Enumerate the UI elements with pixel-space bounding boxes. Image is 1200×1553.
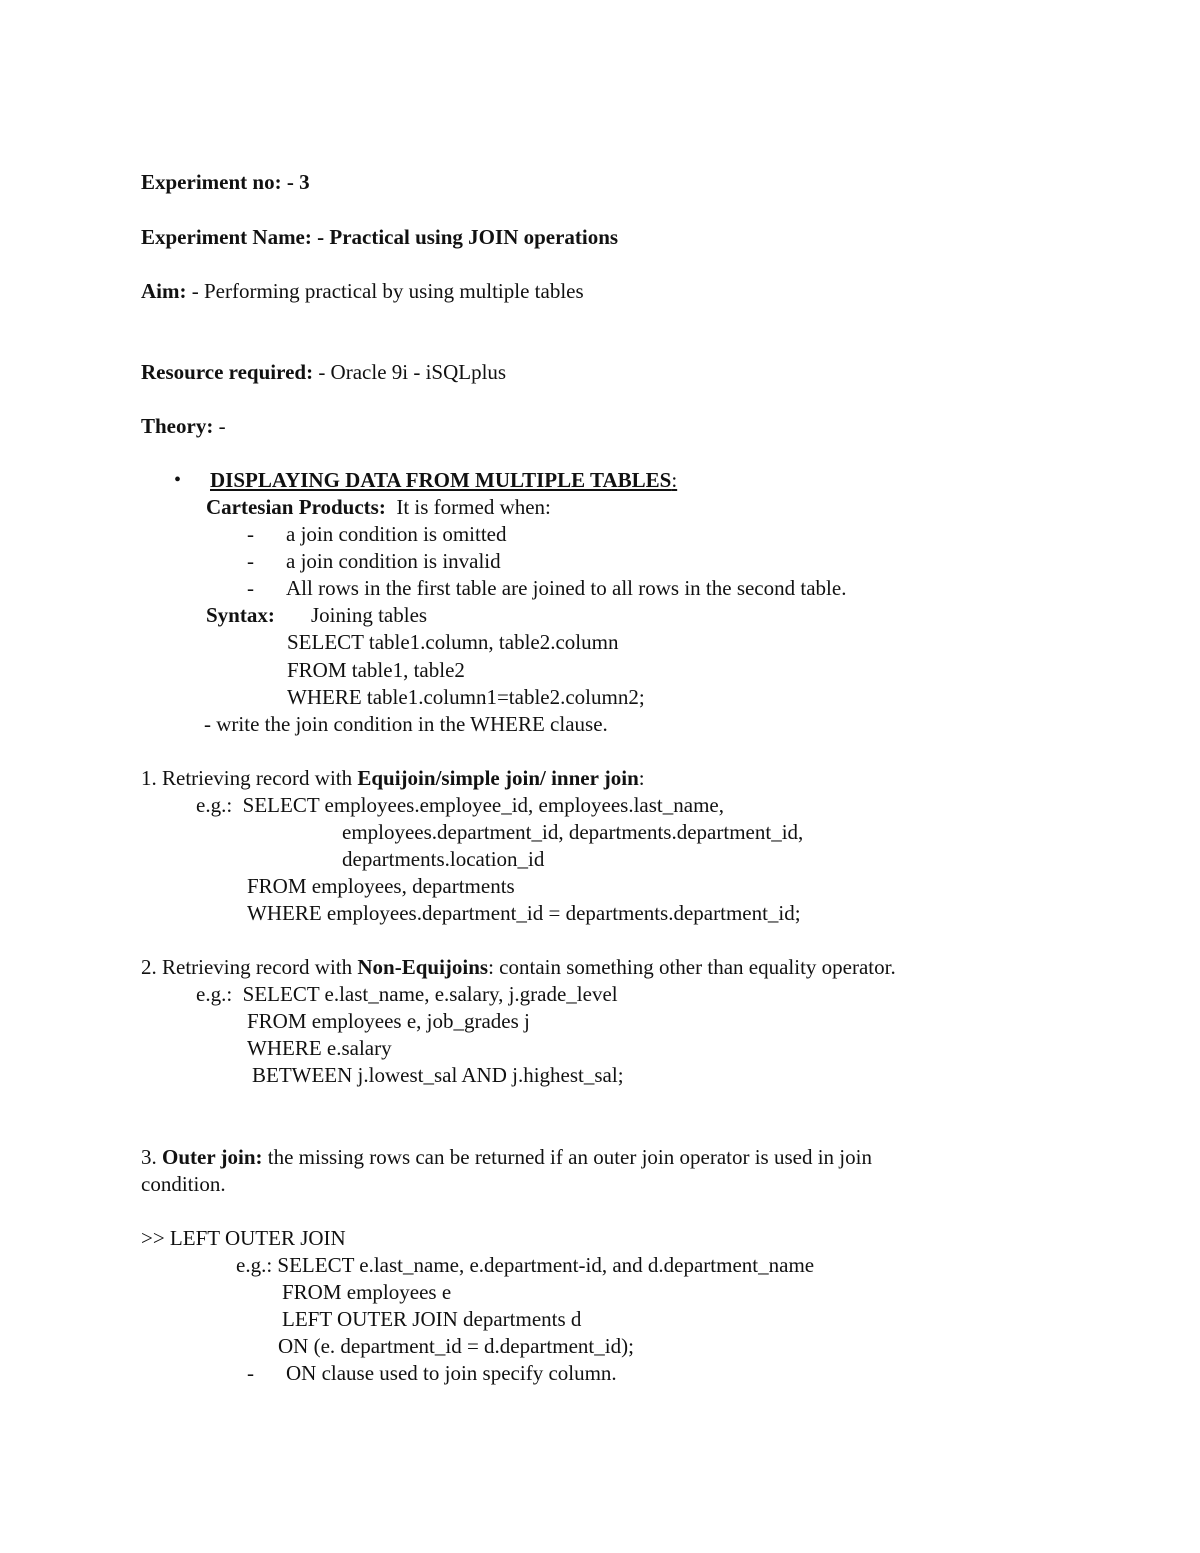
section-heading-colon: : — [671, 468, 678, 492]
equijoin-from: FROM employees, departments — [247, 874, 515, 898]
syntax — [206, 602, 275, 629]
nonequijoin-bold: Non-Equijoins — [357, 955, 489, 979]
list-dash: - — [247, 549, 254, 573]
outerjoin-select: e.g.: SELECT e.last_name, e.department-id, and d.department_name — [236, 1253, 815, 1277]
aim-label: Aim: — [141, 279, 187, 303]
nonequijoin-between: BETWEEN j.lowest_sal AND j.highest_sal; — [252, 1063, 624, 1087]
outerjoin-join: LEFT OUTER JOIN departments d — [282, 1307, 582, 1331]
syntax-code-line: FROM table1, table2 — [287, 658, 465, 682]
equijoin-prefix: 1. Retrieving record with — [141, 766, 358, 790]
outerjoin-prefix: 3. — [141, 1145, 162, 1169]
outerjoin-on: ON (e. department_id = d.department_id); — [278, 1334, 634, 1358]
outerjoin-text1: the missing rows can be returned if an outer join operator is used in join — [262, 1145, 872, 1169]
list-item: All rows in the first table are joined to all rows in the second table. — [286, 576, 847, 600]
outerjoin-from: FROM employees e — [282, 1280, 452, 1304]
section-heading — [210, 467, 677, 494]
left-outer-join-heading: >> LEFT OUTER JOIN — [141, 1226, 346, 1250]
nonequijoin-heading — [141, 954, 896, 981]
syntax-code-line: WHERE table1.column1=table2.column2; — [287, 685, 645, 709]
experiment-name-label: Experiment Name: — [141, 225, 312, 249]
syntax-code-line: SELECT table1.column, table2.column — [287, 630, 619, 654]
syntax-text: Joining tables — [311, 603, 428, 627]
nonequijoin-select: e.g.: SELECT e.last_name, e.salary, j.grade_level — [196, 982, 618, 1006]
list-dash: - — [247, 522, 254, 546]
resource-label: Resource required: — [141, 360, 314, 384]
bullet-icon: • — [174, 469, 182, 491]
nonequijoin-where: WHERE e.salary — [247, 1036, 392, 1060]
cartesian-text: It is formed when: — [385, 495, 551, 519]
nonequijoin-from: FROM employees e, job_grades j — [247, 1009, 530, 1033]
equijoin-where: WHERE employees.department_id = departments.department_id; — [247, 901, 801, 925]
outerjoin-text-cont: condition. — [141, 1172, 226, 1196]
outerjoin-note: ON clause used to join specify column. — [286, 1361, 617, 1385]
experiment-number-label: Experiment no: — [141, 170, 282, 194]
cartesian-label: Cartesian Products: — [206, 495, 386, 519]
list-dash: - — [247, 1361, 254, 1385]
cartesian-products — [206, 494, 551, 521]
syntax-label: Syntax: — [206, 603, 275, 627]
syntax-note: - write the join condition in the WHERE clause. — [204, 712, 608, 736]
experiment-name-value: - Practical using JOIN operations — [311, 225, 619, 249]
experiment-number — [141, 169, 310, 196]
equijoin-heading — [141, 765, 645, 792]
equijoin-select: e.g.: SELECT employees.employee_id, employees.last_name, — [196, 793, 724, 817]
equijoin-select-cont: departments.location_id — [342, 847, 545, 871]
aim — [141, 278, 584, 305]
equijoin-select-cont: employees.department_id, departments.department_id, — [342, 820, 804, 844]
list-item: a join condition is invalid — [286, 549, 501, 573]
resource-required — [141, 359, 506, 386]
equijoin-suffix: : — [638, 766, 645, 790]
theory-label: Theory: — [141, 414, 214, 438]
resource-value: - Oracle 9i - iSQLplus — [313, 360, 507, 384]
theory-value: - — [213, 414, 226, 438]
nonequijoin-prefix: 2. Retrieving record with — [141, 955, 358, 979]
equijoin-bold: Equijoin/simple join/ inner join — [357, 766, 639, 790]
experiment-name — [141, 224, 618, 251]
aim-value: - Performing practical by using multiple tables — [186, 279, 584, 303]
outerjoin-bold: Outer join: — [162, 1145, 263, 1169]
outerjoin-heading — [141, 1144, 872, 1171]
list-item: a join condition is omitted — [286, 522, 507, 546]
list-dash: - — [247, 576, 254, 600]
theory — [141, 413, 226, 440]
experiment-number-value: - 3 — [281, 170, 310, 194]
nonequijoin-suffix: : contain something other than equality operator. — [488, 955, 896, 979]
section-heading-text: DISPLAYING DATA FROM MULTIPLE TABLES — [210, 468, 672, 492]
